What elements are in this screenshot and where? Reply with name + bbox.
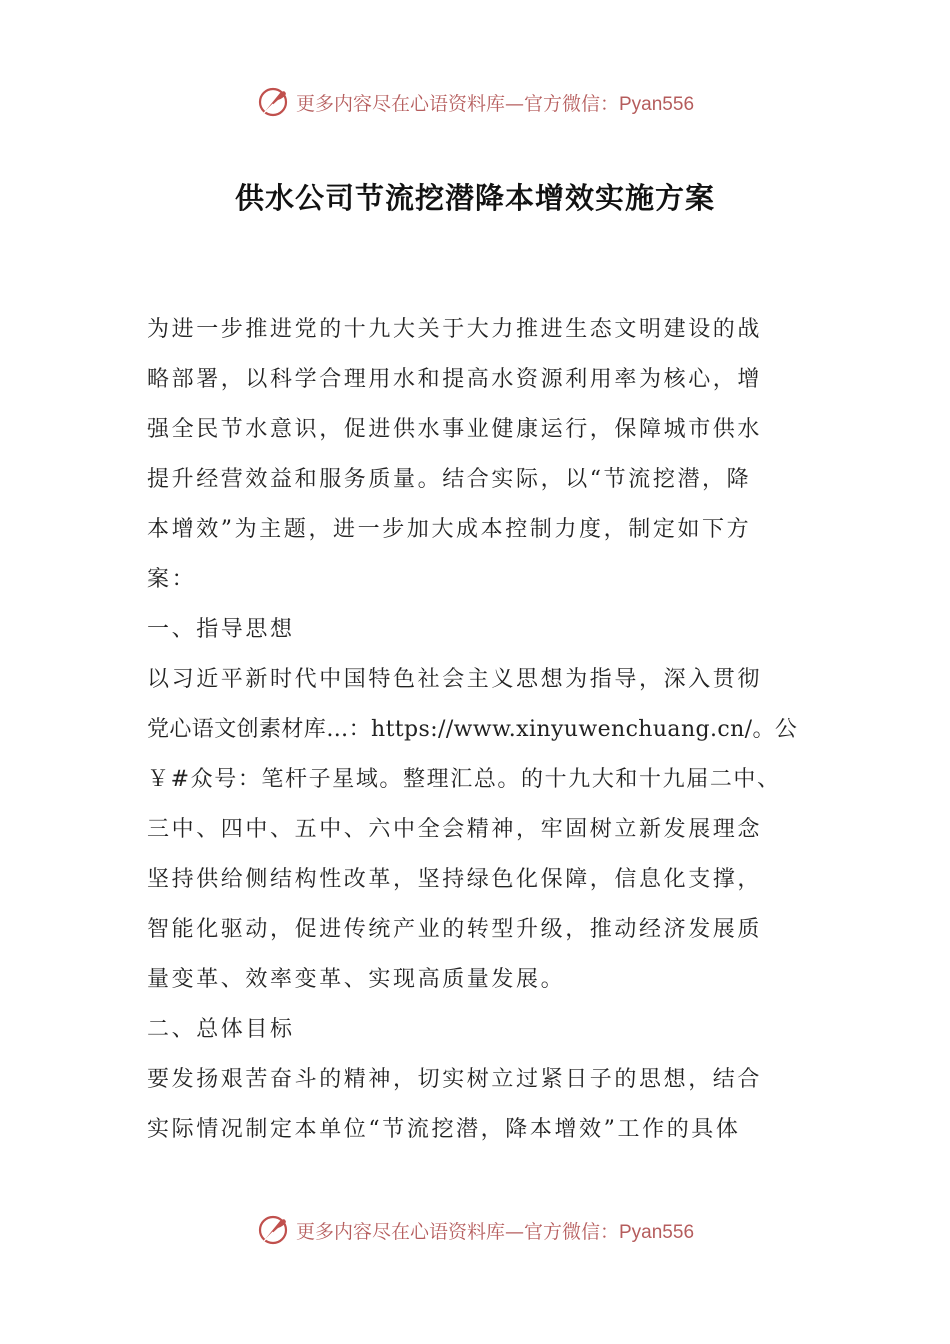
quill-pen-logo-icon [256, 85, 290, 119]
watermark-text: 更多内容尽在心语资料库—官方微信：Pyan556 [295, 1220, 695, 1243]
quill-pen-logo-icon [256, 1213, 290, 1247]
paragraph-line-with-url: 党心语文创素材库…：https://www.xinyuwenchuang.cn/。公 [147, 717, 798, 742]
wechat-id: Pyan556 [619, 93, 695, 115]
paragraph-line: 案： [147, 567, 197, 592]
document-body [147, 305, 819, 1155]
paragraph-line: 为进一步推进党的十九大关于大力推进生态文明建设的战 [147, 317, 763, 342]
paragraph-line: 略部署，以科学合理用水和提高水资源利用率为核心，增 [147, 367, 763, 392]
watermark-text: 更多内容尽在心语资料库—官方微信：Pyan556 [295, 92, 695, 115]
paragraph-line: 坚持供给侧结构性改革，坚持绿色化保障，信息化支撑， [147, 867, 763, 892]
paragraph-line: 以习近平新时代中国特色社会主义思想为指导，深入贯彻 [147, 667, 763, 692]
paragraph-line: 强全民节水意识，促进供水事业健康运行，保障城市供水 [147, 417, 763, 442]
document-title: 供水公司节流挖潜降本增效实施方案 [234, 181, 715, 215]
wechat-id: Pyan556 [619, 1221, 695, 1243]
paragraph-line: 实际情况制定本单位“节流挖潜，降本增效”工作的具体 [147, 1117, 741, 1142]
paragraph-line: ￥#众号：笔杆子星域。整理汇总。的十九大和十九届二中、 [147, 767, 781, 792]
paragraph-line: 智能化驱动，促进传统产业的转型升级，推动经济发展质 [147, 917, 763, 942]
paragraph-line: 量变革、效率变革、实现高质量发展。 [147, 967, 566, 992]
paragraph-line: 本增效”为主题，进一步加大成本控制力度，制定如下方 [147, 517, 752, 542]
section-heading-guiding-ideology: 一、指导思想 [147, 617, 295, 642]
paragraph-line: 提升经营效益和服务质量。结合实际，以“节流挖潜，降 [147, 467, 752, 492]
section-heading-overall-goal: 二、总体目标 [147, 1017, 295, 1042]
footer-watermark-banner [0, 1210, 950, 1250]
paragraph-line: 要发扬艰苦奋斗的精神，切实树立过紧日子的思想，结合 [147, 1067, 763, 1092]
paragraph-line: 三中、四中、五中、六中全会精神，牢固树立新发展理念 [147, 817, 763, 842]
header-watermark-banner [0, 82, 950, 122]
